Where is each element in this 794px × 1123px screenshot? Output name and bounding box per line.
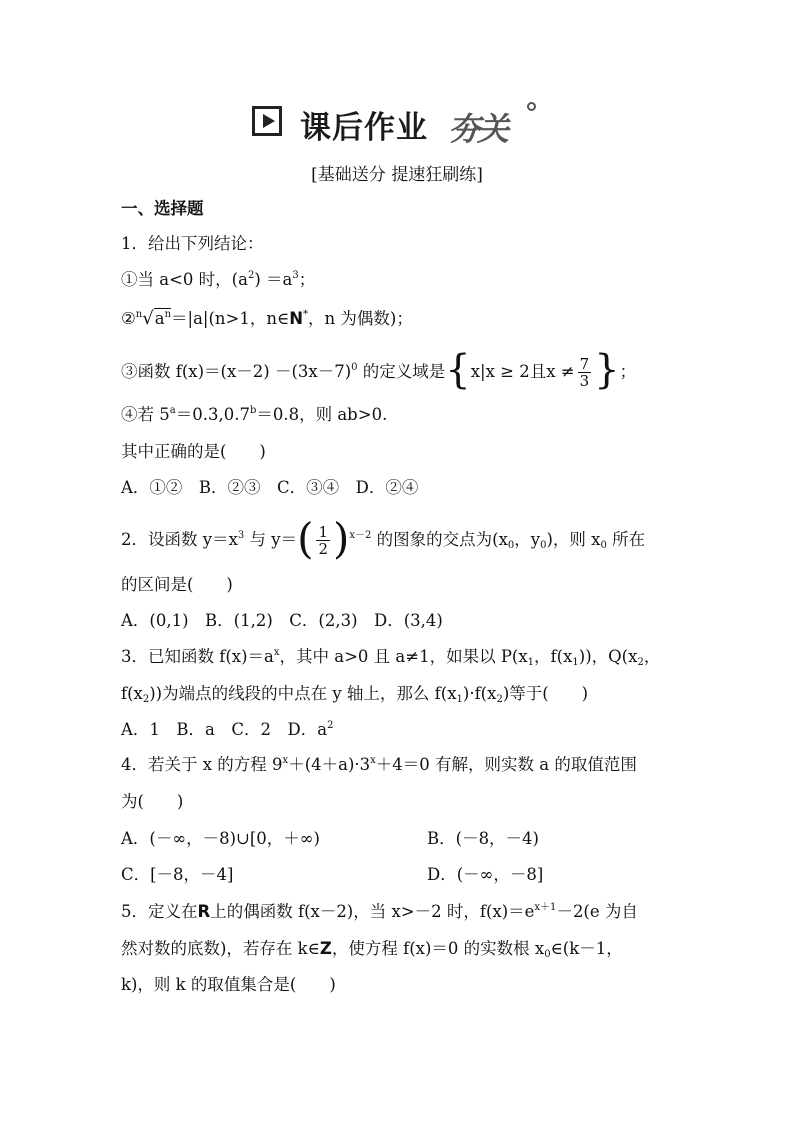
q4-option-a: A．(－∞，－8)∪[0，＋∞) [121, 829, 320, 848]
logo-text: 夯关 [448, 110, 507, 148]
q1-options: A．①② B．②③ C．③④ D．②④ [121, 478, 419, 497]
q3-stem-line2: $f(x_2)$)为端点的线段的中点在 y 轴上，那么 $f(x_1)\cdot f(x_2)$等于( ) [121, 684, 589, 705]
q4-option-d: D．(－∞，－8] [427, 865, 544, 884]
header-title: 课后作业 [300, 110, 428, 146]
q1-statement-1: ①当 a<0 时，$(a^2) =a^3$； [121, 270, 316, 289]
subtitle: [基础送分 提速狂刷练] [311, 165, 483, 185]
q4-option-b: B．(－8，－4) [427, 829, 539, 848]
q1-statement-2: $②^n√a^n=|a|(n>1$，n∈N*，n 为偶数)； [121, 308, 413, 329]
q2-stem: 2．设函数 $y=x^3$ 与 y＝( $\frac{1}{2}$ )$^{x-2}$ 的图象的交点为($x_0$，$y_0$)，则 $x_0$ 所在 [121, 514, 646, 563]
fraction-1-2: $\frac{1}{2}$ [318, 523, 328, 558]
q4-stem-line2: 为( ) [121, 792, 184, 811]
q5-stem-line2: 然对数的底数)，若存在 k∈Z，使方程 f(x)＝0 的实数根 $x_0\in(k-1$， [121, 939, 623, 960]
q1-statement-3: ③函数 $f(x)=(x-2) -(3x-7)^0$ 的定义域是{x|x ≥ 2且x ≠ $\frac{7}{3}$ }； [121, 347, 637, 393]
q2-stem-line2: 的区间是( ) [121, 575, 233, 594]
q5-stem: 5．定义在R上的偶函数 f(x－2)，当 x>－2 时，$f(x)=e^{x+1}-2(e$ 为自 [121, 902, 638, 921]
q1-stem: 1．给出下列结论： [121, 234, 264, 253]
play-icon [252, 106, 282, 136]
fraction-7-3: $\frac{7}{3}$ [579, 355, 590, 390]
logo-mark-icon [527, 102, 536, 111]
q4-option-c: C．[－8，－4] [121, 865, 234, 884]
q2-options: A．(0,1) B．(1,2) C．(2,3) D．(3,4) [121, 611, 443, 630]
q3-options: A．1 B．a C．2 D．$a^2$ [121, 720, 334, 739]
section-title: 一、选择题 [121, 199, 204, 218]
q1-statement-4: ④若 $5^a=0.3,0.7^b=0.8$，则 ab>0. [121, 405, 388, 424]
q5-stem-line3: k)，则 k 的取值集合是( ) [121, 975, 336, 994]
header-banner [0, 106, 794, 146]
q4-stem: 4．若关于 x 的方程 $9^x+(4+a)\cdot 3^x+4=0$ 有解，则实数 a 的取值范围 [121, 755, 637, 774]
q1-ask: 其中正确的是( ) [121, 442, 266, 461]
q3-stem: 3．已知函数 $f(x)=a^x$，其中 a>0 且 a≠1，如果以 $P(x_1$，$f(x_1)$)，$Q(x_2$， [121, 647, 661, 668]
